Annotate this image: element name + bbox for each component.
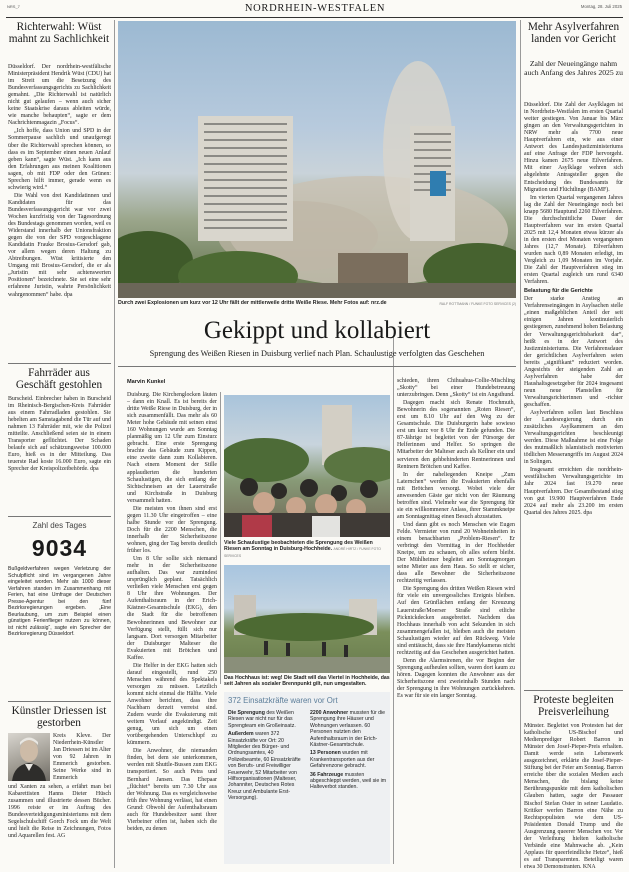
section-title: NORDRHEIN-WESTFALEN <box>244 3 386 14</box>
main-photo-demolition <box>118 21 516 298</box>
info-box-item: 2200 Anwohner mussten für die Sprengung ihre Häuser und Wohnungen verlassen. 60 Personen nutzten den Aufenthaltsraum in der Erich-Kästner-Gesamtschule. <box>310 710 386 749</box>
info-box-item: 13 Personen wurden mit Krankentransporten aus der Gefahrenzone gebracht. <box>310 750 375 770</box>
rule-center-a <box>220 392 221 684</box>
asyl-para: Insgesamt erreichten die nordrhein-westfälischen Verwaltungsgerichte im Jahr 2024 fast 19.270 neue Hauptverfahren. Der Gesamtbestand stieg von gut 19.900 Hauptverfahren Ende 2024 auf mehr als 23.200 im ersten Quartal des Jahres 2025. dpa <box>524 467 623 516</box>
driessen-body: und Xanten zu sehen, a erfährt man bei Kabarettisten Hanns Dieter Hüsch zusammen und illustrierte dessen Bücher. 1996 reiste er im Auftrag des Bundesverteidigungsministeriums mit dem Segelschulschiff Gorch Fock um die Welt und hielt die Reise in Zeichnungen, Fotos und Aquarellen fest. AG <box>8 784 111 840</box>
spectators-caption <box>224 540 390 559</box>
main-para: Die Anwohner, die niemanden finden, bei dem sie unterkommen, werden mit Shuttle-Bussen zum EKG transportiert. So auch Petra und Bernhard Jansen. Das Ehepaar „flüchtet“ bereits um 7.30 Uhr aus der Wohnung. Das es vergleichsweise früh ihre Wohnung verlässt, hat einen Grund: Obwohl der Aufenthaltsraum auch für Hundebesitzer samt ihrer Vierbeiner offen ist, haben sich die beiden, zu denen <box>127 748 217 832</box>
main-photo-credit: RALF ROTTMANN / FUNKE FOTO SERVICES (2) <box>439 302 516 306</box>
main-para: Die Helfer in der EKG hatten sich darauf eingestellt, rund 250 Menschen während des Spektakels versorgen zu müssen. Letztlich kommt nicht einmal die Hälfte. Viele Anwohner berichten, dass ihre Nachbarn derzeit verreist sind. Zudem wurde die Evakuierung mit weitem Vorlauf angekündigt. Zeit genug, um sich um einen vorübergehenden Unterschlupf zu kümmern. <box>127 662 217 747</box>
portrait-icon <box>8 733 50 781</box>
main-para: Denn die Alarmsirenen, die vor Beginn der Sprengung aufheulen sollten, waren dort kaum zu hören. Dagegen konnten die Anwohner aus der Sicherheitszone erst zweieinhalb Stunden nach der Sprengung in ihre Wohnungen zurückkehren. Es war für sie ein langer Sonntag. <box>397 657 515 700</box>
divider <box>524 690 623 691</box>
driessen-headline: Künstler Driessen ist gestorben <box>11 705 107 730</box>
rule-left <box>114 20 115 868</box>
info-box-title: 372 Einsatzkräfte waren vor Ort <box>228 696 338 705</box>
author: Marvin Kunkel <box>127 379 166 385</box>
main-caption-text: Durch zwei Explosionen um kurz vor 12 Uhr fällt der mittlerweile dritte Weiße Riese. Mehr Fotos auf: nrz.de <box>118 300 387 306</box>
main-para: Die meisten von ihnen sind erst gegen 11.30 Uhr eingetroffen – eine halbe Stunde vor der Sprengung. Doch für die 2200 Menschen, die innerhalb der Sicherheitszone wohnen, ging der Tag bereits deutlich früher los. <box>127 505 217 555</box>
after-demolition-caption: Das Hochhaus ist: weg! Die Stadt will das Viertel in Hochheide, das seit Jahren als sozialer Brennpunkt gilt, nun umgestalten. <box>224 675 390 688</box>
info-box-col1 <box>228 710 305 804</box>
asyl-subheading: Belastung für die Gerichte <box>524 288 593 295</box>
asyl-subhead: Zahl der Neueingänge nahm auch Anfang des Jahres 2025 zu <box>524 59 623 78</box>
main-para: Und dann gibt es noch Menschen wie Eugen Felde. Vermieter von rund 20 Wohneinheiten in einem benachbarten „Problem-Riesen“. Er verbringt den Vormittag in der Hochheider Kneipe, um zu schauen, ob alles sofern bleibt. Der Mühlheimer begleitet am Sonntagmorgen seine Mieter aus dem Haus. So stellt er sicher, dass alle Bewohner die Sicherheitszone rechtzeitig verlassen. <box>397 521 515 585</box>
rule-center-b <box>393 337 394 864</box>
asyl-para: Asylverfahren sollen laut Beschluss der Landesregierung durch ein zusätzliches Asylkammern an den Verwaltungsgerichten beschleunigt werden. Diese Maßnahme ist eine Folge des mutmaßlich islamistisch motivierten tödlichen Messerangriffs im August 2024 in Solingen. <box>524 410 623 466</box>
asyl-para: Im vierten Quartal vergangenen Jahres lag die Zahl der Neueingänge noch bei knapp 5680 Hauptund 2260 Eilverfahren. Die durchschnittliche Dauer der Hauptverfahren war im ersten Quartal 2025 mit 12,4 Monaten etwas kürzer als in den ersten drei Monaten vergangenen Jahres (12,7 Monate). Eilverfahren wurden nach 0,89 Monaten erledigt, im Vergleich zu 1,09 Monaten im Vorjahr. Die Zahl der Hauptverfahren stieg im ersten Quartal zugleich um rund 6340 Verfahren. <box>524 194 623 286</box>
main-para: Dagegen macht sich Renate Hochmuth, Bewohnerin des sogenannten „Roten Riesen“, erst um 8.10 Uhr auf den Weg zu der Gesamtschule. Die Duisburgerin habe sowieso erst um kurz vor 8 Uhr ihr Ende gefunden. Die 87-Jährige ist begleitet von der Fürsorge der Helferinnen und Helfer. So springen die Mitarbeiter der Malteser auch als Kellner ein und servieren den gehbehinderten Rentnerinnen und Rentnern Brötchen und Kaffee. <box>397 400 515 470</box>
driessen-portrait <box>8 733 50 781</box>
main-article-col1 <box>127 392 217 834</box>
spectators-photo <box>224 395 390 537</box>
divider <box>8 701 111 702</box>
main-subhead: Sprengung des Weißen Riesen in Duisburg verlief nach Plan. Schaulustige verfolgten das Geschehen <box>149 349 485 358</box>
info-box-col2 <box>310 710 387 793</box>
main-para: Um 8 Uhr sollte sich niemand mehr in der Sicherheitszone aufhalten. Das war zumindest ursprünglich geplant. Tatsächlich verließen viele Menschen erst gegen 8 Uhr ihre Wohnungen. Der Aufenthaltsraum in der Erich-Kästner-Gesamtschule (EKG), den die Stadt für die betroffenen Bewohnerinnen und Bewohner zur Verfügung stellt, füllt sich nur langsam. Dort versorgen Mitarbeiter der Duisburger Malteser die Evakuierten mit Brötchen und Kaffee. <box>127 556 217 661</box>
info-box <box>224 692 390 864</box>
zahl-body: Bußgeldverfahren wegen Verletzung der Schulpflicht sind im vergangenen Jahre eingeleitet worden. Mehr als 1000 dieser Verfahren standen im Zusammenhang mit Ferien, hat eine Umfrage der Deutschen Presse-Agentur bei den fünf Bezirksregierungen ergeben. „Eine Beurlaubung, um zum Beispiel einen günstigen Ferienflieger nutzen zu können, ist nicht zulässig“, sagte ein Sprecher der Bezirksregierung Düsseldorf. <box>8 566 111 637</box>
main-para: schieden, ihren Chihuahua-Collie-Mischling „Skotty“ bei einer Hundebetreuung unterzubringen. Denn „Skotty“ ist ein Angsthund. <box>397 378 515 399</box>
asyl-body <box>524 102 623 518</box>
page-date: Montag, 28. Juli 2025 <box>580 4 622 9</box>
richterwahl-headline: Richterwahl: Wüst mahnt zu Sachlichkeit <box>8 21 110 46</box>
main-para: Duisburg. Die Kirchenglocken läuten – dann ein Knall. Es ist bereits der dritte Weiße Riese in Duisburg, der in sich zusammenfällt. Das mehr als 60 Meter hohe Gebäude mit seinen einst 160 Wohnungen wurde am Sonntag planmäßig um 12 Uhr zum Einsturz gebracht. Eine erste Sprengung brachte das Gebäude zum Kippen, eine zweite dann zum Kollabieren. Nach einem Moment der Stille applaudierten die hunderten Schaulustigen, die sich entlang der Sichtschneisen an der Lauerstraße und Kirchstraße in Duisburg versammelt hatten. <box>127 392 217 504</box>
main-article-col3 <box>397 378 515 701</box>
zahl-number: 9034 <box>31 535 88 561</box>
driessen-body-narrow: Kreis Kleve. Der Niederrhein-Künstler Jan Driessen ist im Alter von 92 Jahren in Emmerich gestorben. Seine Werke sind in Emmerich <box>53 733 111 782</box>
info-box-item: Die Sprengung des Weißen Riesen war nicht nur für das Sprengteam ein Großeinsatz. <box>228 710 296 729</box>
main-photo-caption <box>118 300 516 307</box>
masthead-rule <box>6 17 623 18</box>
richterwahl-para: Die Wahl von drei Kandidatinnen und Kandidaten für das Bundesverfassungsgericht war vor zwei Wochen kurzfristig von der Tagesordnung des Bundestags genommen worden, weil es Widerstand innerhalb der Unionsfraktion gegen die von der SPD vorgeschlagene Kandidatin Frauke Brosius-Gersdorf gab, vor allem wegen deren Haltung zu Abtreibungen. Wüst kritisierte den Umgang mit Brosius-Gersdorf, die er als „Juristin mit sehr achtenswerten Positionen“ bezeichnete. Sie sei eine sehr erfahrene Juristin, wahrte Persönlichkeit wahrgenommen“ habe. dpa <box>8 192 111 298</box>
high-rise-scene-icon <box>118 21 516 298</box>
richterwahl-para: „Ich hoffe, dass Union und SPD in der Sommerpause sachlich und unaufgeregt über die Richterwahl sprechen können, so dass es im September einen neuen Anlauf geben kann“, sagte Wüst. „Ich kann aus den Erfahrungen aus meinen Koalitionen sagen, ob mit FDP oder den Grünen: Sprechen hilft immer, gerade wenn es schwierig wird.“ <box>8 128 111 191</box>
empty-site-icon <box>224 565 390 673</box>
zahl-label: Zahl des Tages <box>32 521 87 530</box>
divider <box>8 363 111 364</box>
fahrraeder-body <box>8 396 111 475</box>
richterwahl-para: Düsseldorf. Der nordrhein-westfälische Ministerpräsident Hendrik Wüst (CDU) hat im Streit um die Besetzung des Bundesverfassungsgerichts zu Sachlichkeit gemahnt. „Die Richterwahl ist natürlich nicht gut gelaufen – wenn auch sicher keine Staatskrise daraus ableiten würde, wie manche behaupten“, sagte er dem Nachrichtenmagazin „Focus“. <box>8 64 111 127</box>
rule-right <box>520 20 521 868</box>
info-box-item: 36 Fahrzeuge mussten abgeschleppt werden, weil sie im Halteverbot standen. <box>310 771 387 791</box>
spectators-credit: ANDRÉ HIRTZ / FUNKE FOTO SERVICES <box>224 547 381 558</box>
divider <box>8 516 111 517</box>
fahrraeder-para: Burscheid. Einbrecher haben in Burscheid im Rheinisch-Bergischen-Kreis Fahrräder aus einem Fahrradladen gestohlen. Sie hebelten am Samstagabend die Tür auf und nahmen 13 Fahrräder mit, wie die Polizei mitteilte. Anschließend seien sie in einem Transporter geflüchtet. Der Schaden belaufe sich auf schätzungsweise 100.000 Euro, hieß es in der Mitteilung. Das teuerste Rad koste 16.000 Euro, sagte ein Sprecher der Kreispolizeibehörde. dpa <box>8 396 111 473</box>
info-box-item: Außerdem waren 372 Einsatzkräfte vor Ort: 20 Mitglieder des Bürger- und Ordnungsamtes, 40 Polizeibeamte, 60 Einsatzkräfte von Berufs- und Freiwilliger Feuerwehr, 52 Mitarbeiter von Hilfsorganisationen (Malteser, Johanniter, Deutsches Rotes Kreuz und Ambulante Erst-Versorgung). <box>228 731 301 802</box>
asyl-para: Düsseldorf. Die Zahl der Asylklagen ist in Nordrhein-Westfalen im ersten Quartal weiter gestiegen. Von Januar bis März gingen an den Verwaltungsgerichten in NRW mehr als 7700 neue Hauptverfahren ein, wie aus einer Antwort des Landesjustizministeriums auf eine Anfrage der FDP hervorgeht. Hinzu kamen 2675 neue Eilverfahren. Mit einer Asylklage wehren sich abgelehnte Antragsteller gegen die Entscheidung des Bundesamts für Migration und Flüchtlinge (BAMF). <box>524 102 623 193</box>
spectators-caption-text: Viele Schaulustige beobachteten die Sprengung des Weißen Riesen am Sonntag in Duisburg-Hochheide. <box>224 540 373 553</box>
asyl-para: Der starke Anstieg an Verfahrenseingängen in Asylsachen stelle „einen maßgeblichen Anteil der seit einigen Jahren kontinuierlich gestiegenen, zunehmend hohen Belastung der Verwaltungsgerichtsbarkeit dar“, heißt es in der Antwort des Justizministeriums. Die Verfahrensdauer der gerichtlichen Asylverfahren seien bereits „signifikant“ reduziert worden. Angesichts der steigenden Zahl an Asylverfahren habe der Haushaltsgesetzgeber für 2024 insgesamt neun neue Planstellen für Verwaltungsrichterinnen und -richter geschaffen. <box>524 296 623 408</box>
crowd-icon <box>224 395 390 537</box>
asyl-headline: Mehr Asylverfahren landen vor Gericht <box>527 21 620 46</box>
after-demolition-photo <box>224 565 390 673</box>
richterwahl-body <box>8 64 111 300</box>
fahrraeder-headline: Fahrräder aus Geschäft gestohlen <box>15 367 103 392</box>
page-number: NRS_7 <box>7 4 20 9</box>
main-para: In der naheliegenden Kneipe „Zum Laternchen“ werden die Evakuierten ebenfalls mit Brötchen versorgt. Wobei viele der anwesenden Gäste gar nicht von der Räumung betroffen sind. Vielmehr war die Sprengung für sie ein willkommener Anlass, ihrer Stammkneipe am Sonntagmittag einen Besuch abzustatten. <box>397 471 515 520</box>
divider <box>118 366 516 367</box>
proteste-headline: Proteste begleiten Preisverleihung <box>533 694 614 719</box>
proteste-body: Münster. Begleitet von Protesten hat der katholische US-Bischof und Medienprediger Robert Barron in Münster den Josef-Pieper-Preis erhalten. Damit werde sein Lebenswerk ausgezeichnet, erklärte die Josef-Pieper-Stiftung bei der Feier am Sonntag. Barron erreiche über die sozialen Medien auch Menschen, die bislang keine Berührungspunkte mit dem katholischen Glauben hatten, sagte der Passauer Bischof Stefan Oster in seiner Laudatio. Kritiker werfen Barron eine Nähe zu Rechtspopulisten wie dem US-Präsidenten Donald Trump und die Ausgrenzung queerer Menschen vor. Vor der Verleihung hielten katholische Verbände eine Mahnwache ab. „Kein Applaus für queerfeindliche Hetze“, hieß es auf Transparenten. Beteiligt waren etwa 30 Demonstranten. KNA <box>524 723 623 870</box>
main-para: Die Sprengung des dritten Weißen Riesen wird für viele ein unvergessliches Ereignis bleiben. Auf den Grünflächen entlang der Kreuzung Lauerstraße/Moerser Straße sind etliche Picknickdecken ausgebreitet. Nachdem das Hochhaus innerhalb von acht Sekunden in sich zusammengefallen ist, bleiben auch die meisten Schaulustigen wieder auf den Rückweg. Viele sind enttäuscht, dass sie ihre Handykameras nicht rechtzeitig auf das Geschehen ausgerichtet hatten. <box>397 586 515 656</box>
main-headline: Gekippt und kollabiert <box>203 317 431 344</box>
